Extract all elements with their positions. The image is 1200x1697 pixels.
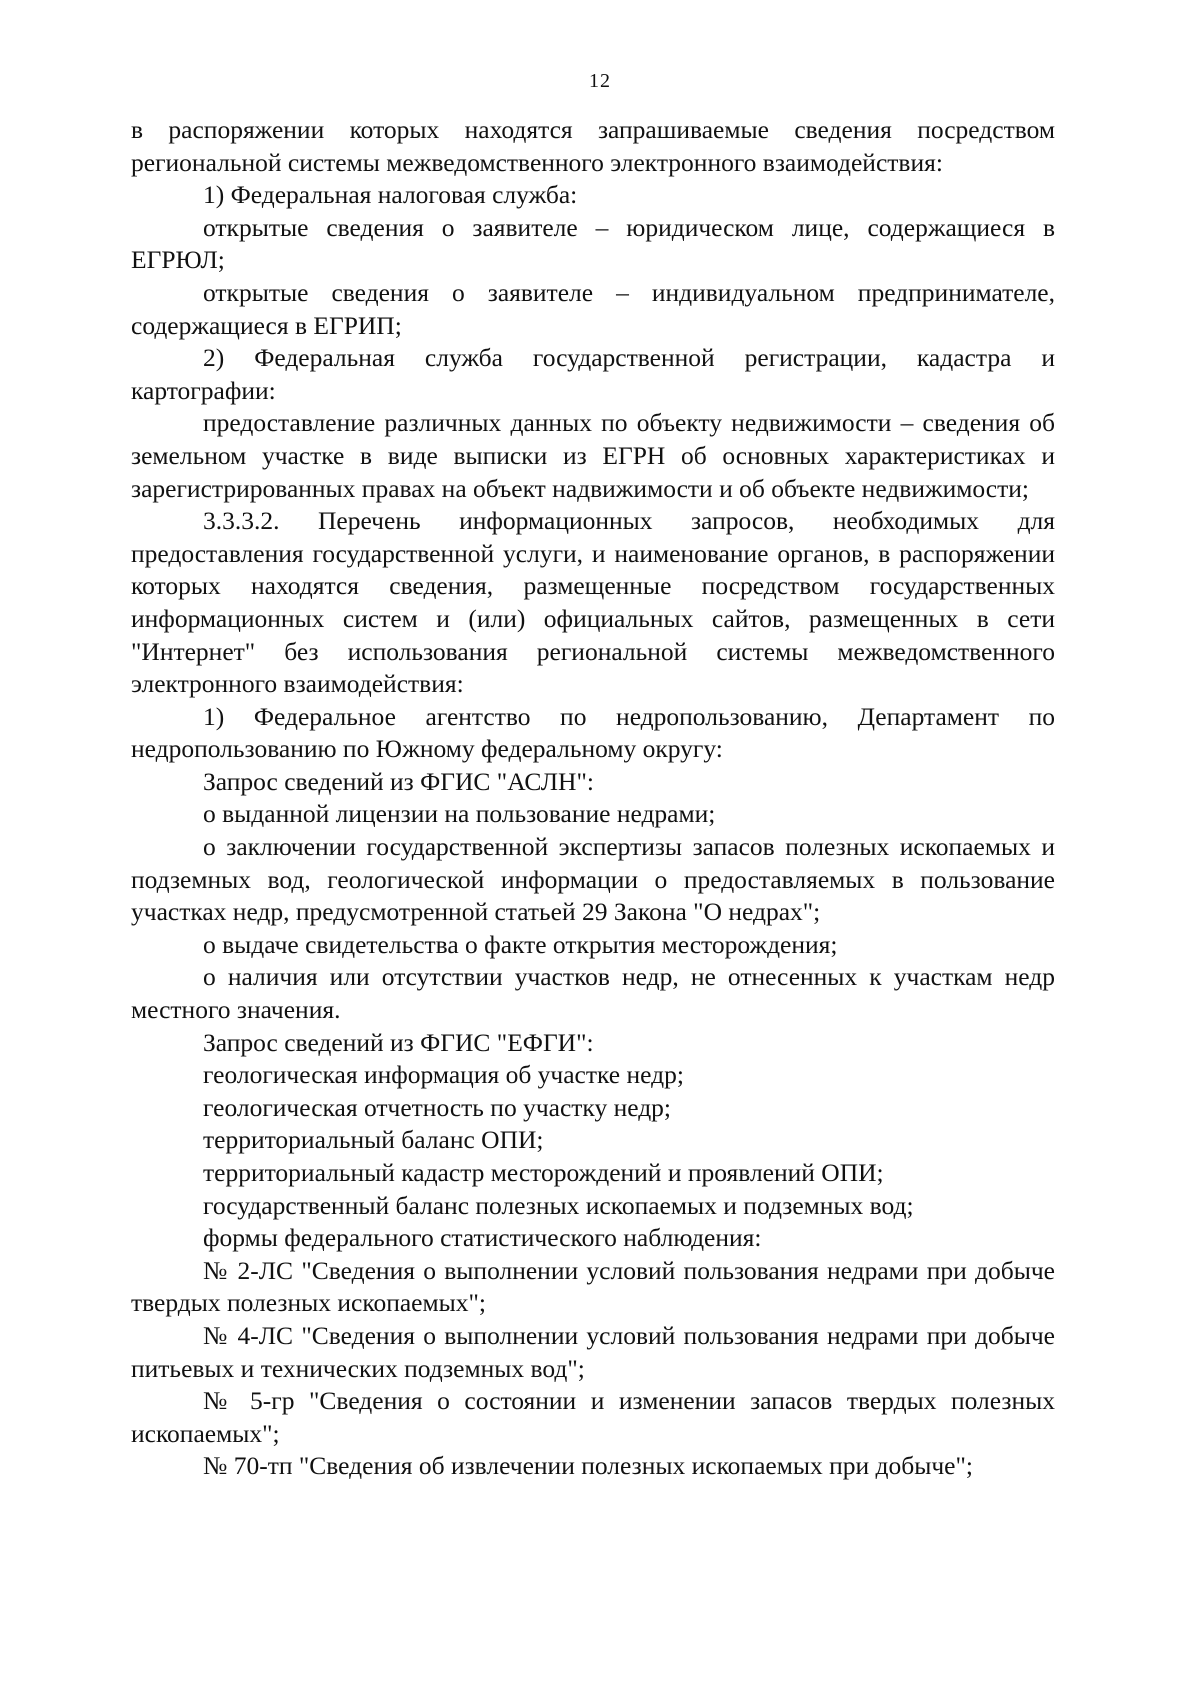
- paragraph: о наличия или отсутствии участков недр, не отнесенных к участкам недр местного значения.: [131, 962, 1055, 1025]
- paragraph: открытые сведения о заявителе – индивидуальном предпринимателе, содержащиеся в ЕГРИП;: [131, 277, 1055, 340]
- paragraph: Запрос сведений из ФГИС "ЕФГИ":: [203, 1027, 594, 1057]
- paragraph: территориальный баланс ОПИ;: [203, 1125, 544, 1155]
- paragraph: открытые сведения о заявителе – юридическом лице, содержащиеся в ЕГРЮЛ;: [131, 212, 1055, 275]
- paragraph: геологическая отчетность по участку недр;: [203, 1092, 672, 1122]
- paragraph: 1) Федеральное агентство по недропользованию, Департамент по недропользованию по Южному федеральному округу:: [131, 701, 1055, 764]
- paragraph: Запрос сведений из ФГИС "АСЛН":: [203, 766, 594, 796]
- paragraph: № 5-гр "Сведения о состоянии и изменении запасов твердых полезных ископаемых";: [131, 1386, 1055, 1448]
- paragraph: о выданной лицензии на пользование недрами;: [203, 799, 716, 829]
- paragraph: предоставление различных данных по объекту недвижимости – сведения об земельном участке в виде выписки из ЕГРН об основных характеристиках и зарегистрированных правах на объект надвижимости и об объекте недвижимости;: [131, 408, 1055, 503]
- paragraph: 2) Федеральная служба государственной регистрации, кадастра и картографии:: [131, 343, 1055, 405]
- paragraph: в распоряжении которых находятся запрашиваемые сведения посредством региональной системы межведомственного электронного взаимодействия:: [131, 115, 1055, 177]
- paragraph: 1) Федеральная налоговая служба:: [203, 180, 578, 210]
- paragraph: 3.3.3.2. Перечень информационных запросов, необходимых для предоставления государственной услуги, и наименование органов, в распоряжении которых находятся сведения, размещенные посредством государственных информационных систем и (или) официальных сайтов, размещенных в сети "Интернет" без использования региональной системы межведомственного электронного взаимодействия:: [131, 506, 1055, 699]
- document-body: [131, 114, 1055, 1483]
- paragraph: № 4-ЛС "Сведения о выполнении условий пользования недрами при добыче питьевых и технических подземных вод";: [131, 1320, 1055, 1383]
- paragraph: государственный баланс полезных ископаемых и подземных вод;: [203, 1190, 914, 1220]
- paragraph: геологическая информация об участке недр;: [203, 1060, 684, 1090]
- paragraph: № 2-ЛС "Сведения о выполнении условий пользования недрами при добыче твердых полезных ископаемых";: [131, 1255, 1055, 1318]
- paragraph: территориальный кадастр месторождений и проявлений ОПИ;: [203, 1158, 884, 1187]
- paragraph: о заключении государственной экспертизы запасов полезных ископаемых и подземных вод, геологической информации о предоставляемых в пользование участках недр, предусмотренной статьей 29 Закона "О недрах";: [131, 832, 1055, 927]
- page-number: 12: [589, 70, 611, 92]
- paragraph: формы федерального статистического наблюдения:: [203, 1223, 762, 1253]
- paragraph: о выдаче свидетельства о факте открытия месторождения;: [203, 929, 838, 959]
- paragraph: № 70-тп "Сведения об извлечении полезных ископаемых при добыче";: [203, 1451, 973, 1481]
